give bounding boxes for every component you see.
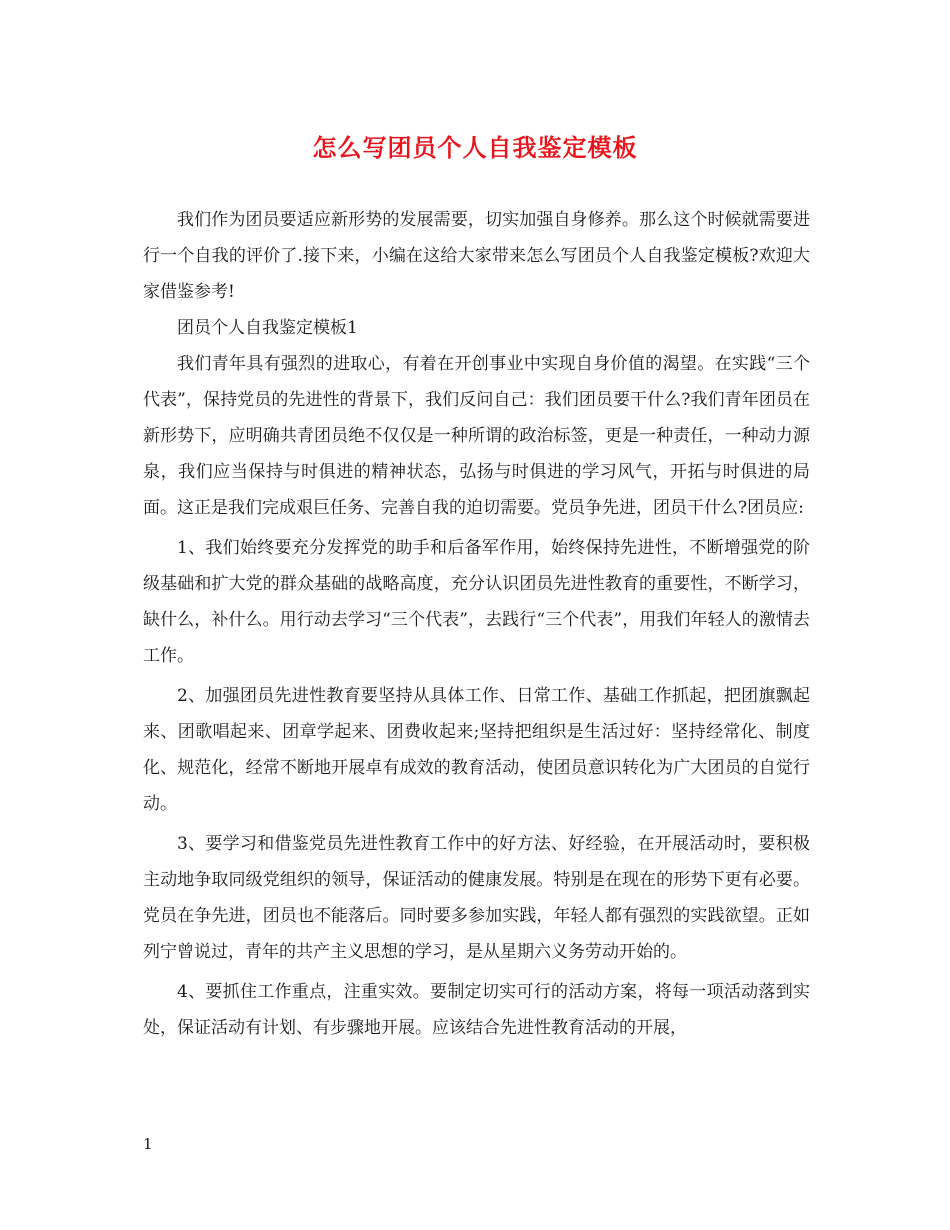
list-item-paragraph: 1、我们始终要充分发挥党的助手和后备军作用，始终保持先进性，不断增强党的阶级基础和扩大党的群众基础的战略高度，充分认识团员先进性教育的重要性，不断学习，缺什么，补什么。用行动去学习“三个代表”，去践行“三个代表”，用我们年轻人的激情去工作。: [143, 538, 810, 666]
intro-paragraph: 我们作为团员要适应新形势的发展需要，切实加强自身修养。那么这个时候就需要进行一个自我的评价了.接下来，小编在这给大家带来怎么写团员个人自我鉴定模板?欢迎大家借鉴参考!: [143, 210, 810, 302]
list-item-paragraph: 2、加强团员先进性教育要坚持从具体工作、日常工作、基础工作抓起，把团旗飘起来、团歌唱起来、团章学起来、团费收起来;坚持把组织是生活过好：坚持经常化、制度化、规范化，经常不断地开展卓有成效的教育活动，使团员意识转化为广大团员的自觉行动。: [143, 686, 810, 814]
list-item-paragraph: 3、要学习和借鉴党员先进性教育工作中的好方法、好经验，在开展活动时，要积极主动地争取同级党组织的领导，保证活动的健康发展。特别是在现在的形势下更有必要。党员在争先进，团员也不能落后。同时要多参加实践，年轻人都有强烈的实践欲望。正如列宁曾说过，青年的共产主义思想的学习，是从星期六义务劳动开始的。: [143, 834, 810, 962]
body-paragraph: 我们青年具有强烈的进取心，有着在开创事业中实现自身价值的渴望。在实践“三个代表”，保持党员的先进性的背景下，我们反问自己：我们团员要干什么?我们青年团员在新形势下，应明确共青团员绝不仅仅是一种所谓的政治标签，更是一种责任，一种动力源泉，我们应当保持与时俱进的精神状态，弘扬与时俱进的学习风气，开拓与时俱进的局面。这正是我们完成艰巨任务、完善自我的迫切需要。党员争先进，团员干什么?团员应:: [143, 354, 810, 518]
page-number: 1: [143, 1135, 153, 1153]
section-heading: 团员个人自我鉴定模板1: [177, 318, 358, 338]
document-body: [143, 202, 810, 1046]
document-title: 怎么写团员个人自我鉴定模板: [312, 133, 638, 162]
list-item-paragraph: 4、要抓住工作重点，注重实效。要制定切实可行的活动方案，将每一项活动落到实处，保证活动有计划、有步骤地开展。应该结合先进性教育活动的开展，: [143, 982, 810, 1038]
